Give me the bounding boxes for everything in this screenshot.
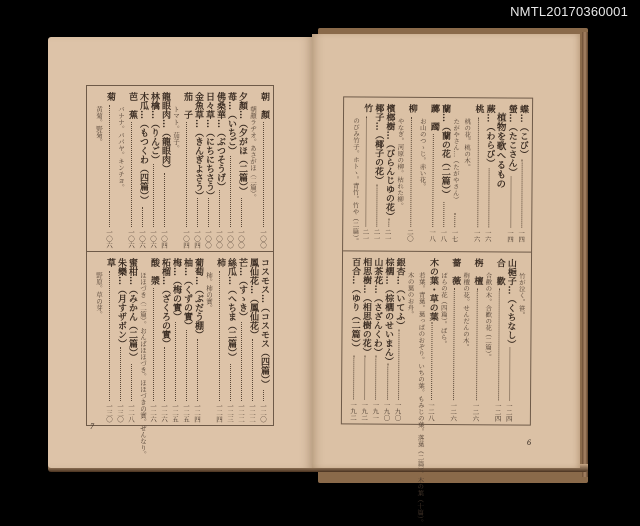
toc-entry-label: 柿: [215, 258, 225, 267]
dot-leader: [120, 347, 121, 401]
toc-page-ref: 一二六: [471, 402, 480, 422]
toc-entry: [518, 105, 527, 159]
dot-leader: [521, 160, 522, 228]
toc-entry: [226, 92, 235, 155]
toc-entry-label: 蜜柑…（みかん（二篇））: [127, 258, 137, 362]
toc-entry: [204, 92, 213, 200]
toc-subentry: [116, 106, 125, 191]
toc-entry-label: 林檎…（りんご）: [149, 92, 159, 164]
toc-entry-label: 苺…（いちご）: [226, 92, 236, 155]
toc-entry: [440, 104, 450, 199]
toc-page-ref: 二〇: [405, 228, 414, 242]
toc-entry: [193, 92, 202, 200]
toc-entry-label: 野原。草の芽。: [95, 272, 103, 318]
toc-entry-label: 蘭…（蘭の花（二篇））: [439, 104, 451, 199]
dot-leader: [153, 164, 154, 227]
toc-entry-label: ばらの花（四篇）。ばら。: [439, 272, 449, 347]
toc-entry-label: 茄 子: [182, 92, 192, 119]
toc-entry-label: 合歡の木。合歡の花（二篇）。: [483, 272, 493, 361]
toc-page-ref: 一三〇: [116, 403, 124, 423]
toc-page-ref: 一〇〇: [259, 229, 267, 249]
toc-entry-label: 檳榔樹…（びらんじゆの花）: [383, 103, 395, 221]
toc-subentry: [439, 272, 449, 347]
toc-page-ref: 一二八: [426, 401, 436, 422]
dot-leader: [364, 355, 365, 400]
toc-subentry: [171, 106, 180, 152]
toc-entry-label: 躑 躅: [428, 103, 440, 132]
left-top-block: [87, 86, 273, 251]
toc-entry-label: 朝顏ラヂオ。あさがほ（二篇）。: [249, 106, 257, 201]
toc-entry: [495, 258, 504, 285]
dot-leader: [230, 364, 231, 401]
toc-page-ref: 一〇六: [127, 229, 135, 249]
toc-entry-label: 酸 漿: [149, 258, 159, 285]
toc-entry: [215, 258, 224, 267]
dot-leader: [186, 122, 187, 228]
toc-entry-label: 桃: [473, 104, 484, 114]
toc-page-ref: 一八: [428, 228, 437, 242]
toc-page-ref: 一〇四: [160, 229, 168, 249]
toc-subentry: [517, 273, 526, 319]
toc-entry-label: 蕨…（わらび）: [484, 104, 495, 168]
toc-page-ref: 一〇〇: [226, 229, 234, 249]
toc-entry-label: 植物を歌へるもの: [494, 112, 506, 189]
toc-page-ref: 一三〇: [105, 403, 113, 423]
dot-leader: [142, 207, 143, 228]
toc-entry: [138, 92, 147, 205]
toc-entry-label: 芒…（すゝき）: [237, 258, 247, 321]
toc-entry: [182, 258, 191, 330]
toc-page-ref: 一四: [506, 229, 515, 243]
toc-page-ref: 一二四: [215, 403, 223, 423]
toc-entry: [182, 92, 191, 119]
toc-entry-label: 柚…（くずの實）: [182, 258, 192, 330]
toc-page-ref: 一二五: [171, 403, 179, 423]
dot-leader: [252, 339, 253, 402]
toc-entry-label: 柘榴…（ざくろの實）: [160, 258, 170, 348]
toc-entry-label: 竹: [362, 103, 373, 113]
dot-leader: [131, 122, 132, 228]
toc-entry-label: 薔 薇: [450, 258, 461, 286]
toc-entry: [450, 258, 459, 285]
toc-entry-label: 草: [105, 258, 115, 267]
toc-entry-label: 合 歡: [494, 258, 505, 286]
toc-subentry: [483, 272, 493, 360]
toc-entry: [160, 258, 169, 348]
dot-leader: [431, 321, 433, 400]
page-number-right: 6: [527, 438, 531, 447]
toc-entry: [384, 104, 394, 221]
toc-entry: [171, 258, 180, 321]
dot-leader: [241, 322, 242, 402]
dot-leader: [164, 173, 165, 228]
toc-page-ref: 一二六: [449, 402, 458, 422]
section-heading: [495, 112, 505, 188]
dot-leader: [241, 198, 242, 227]
toc-page-ref: 一二二: [248, 403, 256, 423]
toc-page-ref: 一〇四: [182, 229, 190, 249]
dot-leader: [454, 213, 455, 227]
toc-page-ref: 一九二: [349, 401, 358, 421]
toc-entry-label: 柿。柿の實。: [205, 272, 213, 311]
toc-entry-label: 蝶…（こび）: [517, 104, 529, 159]
toc-entry: [361, 257, 371, 356]
left-toc-frame: [86, 85, 274, 458]
toc-entry-label: 絲瓜…（へちま（二篇））: [226, 258, 236, 362]
toc-page-ref: 一四: [517, 229, 526, 243]
dot-leader: [498, 288, 500, 401]
toc-entry-label: 芭 蕉: [127, 92, 137, 119]
toc-entry-label: 黄菊。野菊。: [95, 106, 103, 145]
dot-leader: [398, 330, 399, 400]
toc-entry-label: 柳: [406, 103, 417, 113]
dot-leader: [197, 339, 198, 402]
toc-entry: [259, 92, 268, 119]
toc-page-ref: 一二四: [504, 402, 513, 423]
toc-entry-label: バナナ。パパヤ。キンチヨ。: [117, 106, 125, 191]
toc-page-ref: 一二二: [237, 403, 245, 423]
toc-page-ref: 一二〇: [259, 403, 267, 423]
toc-entry-label: 梅…（梅の實）: [171, 258, 181, 321]
toc-entry: [394, 258, 404, 330]
dot-leader: [410, 116, 412, 227]
toc-page-ref: 一六: [483, 229, 492, 243]
toc-entry: [226, 258, 235, 362]
toc-entry: [429, 104, 438, 131]
toc-subentry: [94, 272, 103, 318]
toc-page-ref: 一二四: [493, 402, 502, 422]
toc-entry-label: 銀杏…（いてふ）: [394, 257, 405, 330]
toc-entry-label: やなぎ。河原の柳。枯れた柳。: [395, 117, 405, 209]
toc-subentry: [415, 272, 426, 526]
toc-subentry: [461, 272, 471, 350]
toc-subentry: [405, 272, 414, 318]
dot-leader: [365, 116, 367, 227]
toc-entry: [193, 258, 202, 339]
toc-page-ref: 一九二: [360, 401, 369, 422]
dot-leader: [477, 117, 479, 228]
toc-entry-label: 棕櫚…（棕櫚のせいまん）: [382, 257, 394, 366]
toc-entry-label: 龍眼肉…（龍眼肉）: [160, 92, 170, 173]
dot-leader: [509, 348, 510, 401]
toc-entry: [237, 92, 246, 196]
toc-page-ref: 二一: [361, 228, 370, 242]
toc-entry-label: 金魚草…（きんぎよさう）: [193, 92, 203, 200]
toc-entry: [474, 104, 483, 113]
toc-page-ref: 一二八: [127, 403, 135, 423]
toc-entry-label: コスモス…（コスモス（四篇））: [259, 258, 269, 389]
dot-leader: [377, 184, 378, 227]
dot-leader: [175, 322, 176, 402]
toc-entry: [472, 258, 481, 285]
toc-entry: [105, 92, 114, 101]
toc-page-ref: 一六: [472, 229, 481, 243]
toc-subentry: [451, 118, 461, 203]
toc-entry: [383, 258, 393, 366]
right-toc-frame: [341, 96, 533, 526]
toc-entry: [259, 258, 268, 389]
toc-page-ref: 一七: [450, 229, 459, 243]
toc-entry-label: 佛桑華…（ぶつそうげ）: [215, 92, 225, 191]
dot-leader: [219, 271, 220, 402]
toc-page-ref: 一〇六: [149, 229, 157, 249]
toc-entry: [428, 258, 437, 321]
dot-leader: [510, 177, 511, 228]
toc-subentry: [204, 272, 213, 311]
toc-entry-label: 朝 顏: [259, 92, 269, 119]
dot-leader: [263, 390, 264, 402]
right-page: [312, 34, 580, 526]
toc-entry: [372, 258, 382, 357]
toc-entry: [127, 92, 136, 119]
toc-subentry: [248, 106, 257, 200]
toc-subentry: [138, 272, 147, 457]
toc-entry-label: 若葉。青葉。葉っぱのおぞり。いちの葉。もみじの葉。落葉（二篇）。木の葉（十篇）。: [416, 271, 426, 526]
toc-entry-label: 山梔子…（くちなし）: [505, 258, 516, 349]
toc-subentry: [395, 118, 405, 209]
toc-entry-label: 桃の花。桃の木。: [463, 118, 472, 171]
toc-entry: [505, 258, 515, 348]
toc-entry: [484, 104, 493, 167]
toc-page-ref: 一二六: [149, 403, 157, 423]
toc-entry: [215, 92, 224, 191]
toc-subentry: [462, 118, 471, 170]
toc-entry-label: 日々草…（にちにちさう）: [204, 92, 214, 200]
toc-page-ref: 一二五: [182, 403, 190, 423]
toc-entry: [116, 258, 125, 348]
toc-entry-label: 螢…（たこさん）: [506, 104, 517, 177]
archive-id: NMTL20170360001: [510, 4, 628, 19]
toc-page-ref: 一〇〇: [215, 229, 223, 249]
toc-entry-label: 夕顏…（夕がほ（二篇））: [237, 92, 247, 196]
left-bottom-block: [87, 252, 273, 458]
right-bottom-block: [342, 251, 531, 526]
dot-leader: [353, 355, 354, 400]
toc-entry: [248, 258, 257, 339]
dot-leader: [164, 347, 165, 401]
toc-entry-label: 竹が泣く。笹。: [517, 272, 526, 319]
toc-entry: [160, 92, 169, 173]
toc-entry: [362, 103, 371, 112]
toc-subentry: [417, 118, 426, 190]
toc-subentry: [94, 106, 103, 145]
toc-entry: [506, 104, 516, 176]
toc-entry: [149, 258, 158, 285]
toc-entry: [105, 258, 114, 267]
toc-page-ref: 一〇六: [138, 229, 146, 249]
toc-entry-label: 木の葉・草の葉: [427, 257, 439, 322]
toc-entry: [349, 257, 359, 352]
toc-page-ref: 一二三: [226, 403, 234, 423]
left-page: [48, 37, 312, 468]
toc-page-ref: 一〇四: [193, 229, 201, 249]
dot-leader: [387, 364, 388, 400]
dot-leader: [432, 133, 434, 227]
toc-entry-label: 菊: [105, 92, 115, 101]
dot-leader: [476, 288, 478, 401]
toc-subentry: [350, 117, 360, 244]
dot-leader: [375, 355, 376, 400]
toc-entry-label: 木の葉のお舟。: [406, 271, 415, 318]
toc-entry-label: 山茶花…（さざんくわ）: [371, 257, 383, 357]
toc-page-ref: 一九〇: [382, 401, 391, 422]
dot-leader: [186, 330, 187, 401]
toc-entry-label: ほほづき（二篇）。おんばほほづき。ほほづきの實。ぜんなり。: [139, 272, 147, 458]
toc-entry-label: トマト。茄子。: [172, 106, 180, 152]
dot-leader: [153, 288, 154, 402]
toc-page-ref: 一〇〇: [237, 229, 245, 249]
toc-entry: [149, 92, 158, 164]
dot-leader: [197, 198, 198, 227]
toc-page-ref: 二一: [383, 228, 392, 242]
toc-entry-label: 椰子…（椰子の花）: [372, 103, 384, 185]
toc-page-ref: 一〇六: [105, 229, 113, 249]
dot-leader: [208, 198, 209, 227]
toc-entry-label: 栴 檀: [472, 258, 483, 286]
toc-entry: [407, 104, 416, 113]
toc-entry-label: 木瓜…（もつくわ（四篇））: [138, 92, 148, 205]
dot-leader: [230, 156, 231, 228]
toc-entry-label: 栴檀の花。せんだんの木。: [461, 272, 471, 351]
dot-leader: [109, 271, 110, 402]
dot-leader: [488, 168, 489, 228]
dot-leader: [443, 202, 444, 228]
toc-entry-label: 鳳仙花…（鳳仙花）: [248, 258, 258, 339]
right-top-block: [343, 97, 532, 251]
toc-page-ref: 一八: [439, 229, 448, 243]
toc-entry-label: 葡萄…（ぶだう棚）: [193, 258, 203, 339]
toc-entry-label: 百合…（ゆり（二篇））: [349, 257, 361, 352]
dot-leader: [388, 218, 389, 227]
toc-entry: [127, 258, 136, 362]
dot-leader: [109, 105, 110, 228]
toc-entry-label: のびみ竹子。ホトヽ。青竹。竹や（二篇）。: [351, 117, 361, 245]
dot-leader: [453, 288, 455, 401]
dot-leader: [131, 364, 132, 401]
toc-page-ref: 一九一: [371, 401, 380, 422]
dot-leader: [219, 190, 220, 228]
page-number-left: 7: [90, 422, 94, 431]
toc-page-ref: 一二四: [193, 403, 201, 423]
dot-leader: [263, 122, 264, 228]
toc-entry: [373, 104, 383, 185]
toc-entry-label: お山のつゝじ。赤い花。: [418, 117, 427, 190]
toc-entry: [237, 258, 246, 321]
toc-entry-label: 朱欒…（月すザボン）: [116, 258, 126, 348]
toc-entry-label: 相思樹…（相思樹の花）: [360, 257, 372, 357]
toc-page-ref: 二一: [372, 228, 381, 242]
toc-page-ref: 一〇〇: [204, 229, 212, 249]
toc-entry-label: たがやさん…（たがやさん）: [451, 118, 461, 203]
toc-page-ref: 一二六: [160, 403, 168, 423]
toc-page-ref: 一九〇: [393, 401, 402, 422]
